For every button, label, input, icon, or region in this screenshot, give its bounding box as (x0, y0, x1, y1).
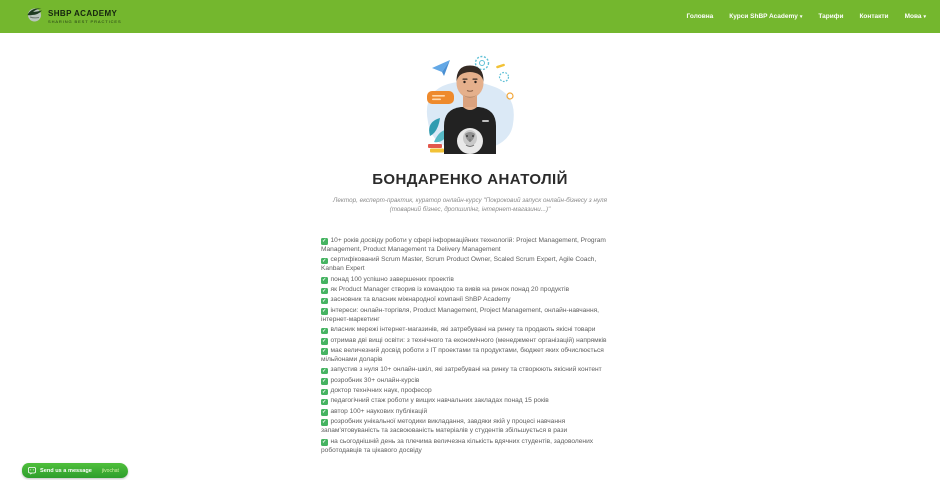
fact-text: педагогічний стаж роботи у вищих навчальних закладах понад 15 років (330, 397, 549, 405)
logo-title: SHBP ACADEMY (48, 9, 118, 18)
chat-bubble-icon (28, 467, 36, 475)
fact-text: сертифікований Scrum Master, Scrum Product Owner, Scaled Scrum Expert, Agile Coach, Kanban Expert (321, 256, 597, 273)
fact-text: власник мережі інтернет-магазинів, які затребувані на ринку та продають якісні товари (330, 326, 596, 334)
fact-item (321, 376, 619, 385)
check-icon: ✓ (322, 277, 327, 284)
fact-item (321, 407, 619, 416)
fact-text: має величезний досвід роботи з ІТ проектами та продуктами, бюджет яких обчислюється мільйонами доларів (321, 346, 604, 364)
main-nav (687, 13, 926, 20)
logo-text (48, 9, 122, 24)
check-icon: ✓ (322, 257, 327, 264)
nav-item-pricing[interactable] (818, 13, 843, 20)
chat-widget[interactable] (22, 463, 128, 478)
fact-item (321, 285, 619, 294)
nav-item-home[interactable] (687, 13, 714, 20)
fact-text: інтереси: онлайн-торгівля, Product Management, Project Management, онлайн-навчання, інтернет-маркетинг (321, 306, 599, 323)
nav-item-label: Тарифи (818, 13, 844, 20)
nav-item-contacts[interactable] (859, 13, 888, 20)
check-icon: ✓ (322, 308, 327, 315)
fact-item (321, 325, 619, 334)
chat-message-label: Send us a message (40, 467, 92, 474)
top-navigation-bar (0, 0, 940, 33)
fact-text: понад 100 успішно завершених проектів (330, 275, 454, 283)
check-icon: ✓ (322, 287, 327, 294)
fact-text: отримав дві вищі освіти: з технічного та економічного (менеджмент організацій) напрямків (330, 336, 607, 344)
fact-text: засновник та власник міжнародної компанії ShBP Academy (330, 296, 511, 304)
chevron-down-icon: ▾ (799, 13, 803, 20)
check-icon: ✓ (322, 439, 327, 446)
fact-item (321, 386, 619, 395)
fact-item (321, 275, 619, 284)
check-icon: ✓ (322, 388, 327, 395)
check-icon: ✓ (322, 367, 327, 374)
fact-item (321, 255, 619, 274)
fact-item (321, 396, 619, 405)
check-icon: ✓ (322, 327, 327, 334)
fact-item (321, 236, 619, 255)
fact-text: запустив з нуля 10+ онлайн-шкіл, які затребувані на ринку та створюють якісний контент (330, 366, 602, 374)
logo-tagline: SHARING BEST PRACTICES (48, 19, 122, 24)
check-icon: ✓ (322, 378, 327, 385)
check-icon: ✓ (322, 409, 327, 416)
logo[interactable] (26, 6, 122, 28)
chevron-down-icon: ▾ (923, 13, 926, 20)
fact-item (321, 306, 619, 325)
fact-text: розробник унікальної методики викладання, завдяки якій у процесі навчання запам'ятовуваність та засвоюваність матеріалів у студентів збільшується в рази (321, 417, 568, 435)
fact-text: доктор технічних наук, професор (330, 387, 432, 395)
fact-item (321, 346, 619, 365)
nav-item-language[interactable] (905, 13, 926, 20)
fact-text: розробник 30+ онлайн-курсів (330, 376, 420, 384)
check-icon: ✓ (322, 338, 327, 345)
chat-brand-label: jivochat (101, 467, 119, 474)
fact-text: як Product Manager створив із командою та вивів на ринок понад 20 продуктів (330, 286, 570, 294)
fact-text: 10+ років досвіду роботи у сфері інформаційних технологій: Project Management, Program Management, Product Management та Delivery Management (321, 236, 606, 253)
fact-text: на сьогоднішній день за плечима величезна кількість вдячних студентів, задоволених роботодавців та цікавого досвіду (321, 437, 594, 454)
fact-item (321, 437, 619, 456)
check-icon: ✓ (322, 348, 327, 355)
nav-item-label: Контакти (859, 13, 889, 20)
profile-photo (420, 52, 520, 154)
check-icon: ✓ (322, 238, 327, 245)
page-title: БОНДАРЕНКО АНАТОЛІЙ (372, 171, 568, 188)
facts-list (321, 236, 619, 456)
nav-item-label: Головна (686, 13, 714, 20)
check-icon: ✓ (322, 419, 327, 426)
check-icon: ✓ (322, 297, 327, 304)
profile-subtitle: Лектор, експерт-практик, куратор онлайн-курсу "Покроковий запуск онлайн-бізнесу з нуля (товарний бізнес, дропшипінг, інтернет-магазини...)" (333, 197, 607, 213)
nav-item-label: Мова (904, 13, 922, 20)
nav-item-label: Курси ShBP Academy (729, 13, 798, 20)
fact-item (321, 417, 619, 436)
fact-text: автор 100+ наукових публікацій (330, 407, 428, 415)
nav-item-courses[interactable] (729, 13, 802, 20)
fact-item (321, 336, 619, 345)
fact-item (321, 365, 619, 374)
fact-item (321, 295, 619, 304)
logo-globe-icon (26, 6, 43, 28)
check-icon: ✓ (322, 398, 327, 405)
